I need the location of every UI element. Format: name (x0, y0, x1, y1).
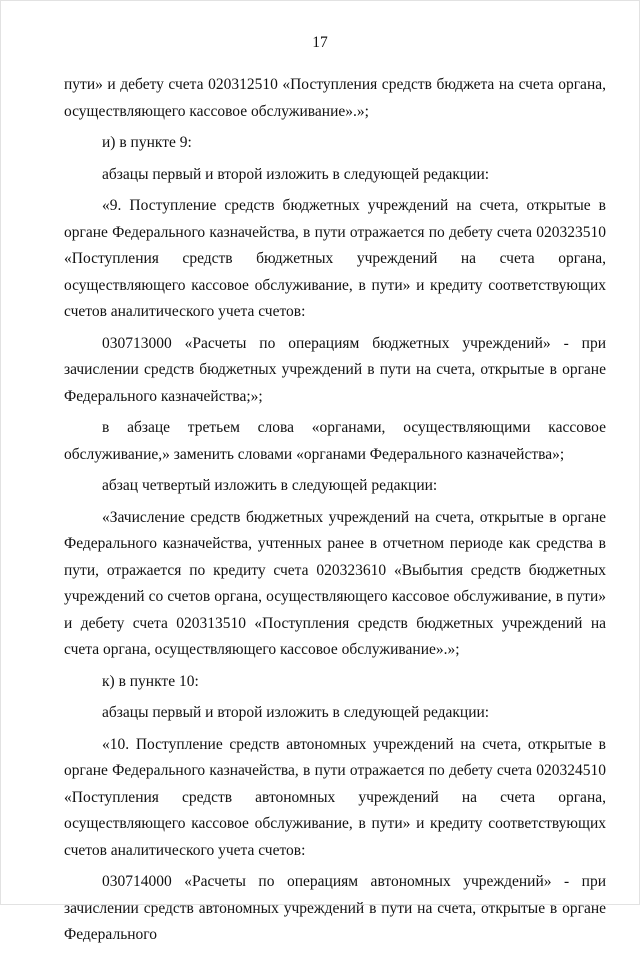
paragraph-continuation: пути» и дебету счета 020312510 «Поступления средств бюджета на счета органа, осуществляющего кассовое обслуживание».»; (64, 76, 606, 120)
paragraph-zachislenie: «Зачисление средств бюджетных учреждений на счета, открытые в органе Федерального казначейства, учтенных ранее в отчетном периоде как средства в пути, отражается по кредиту счета 020323610 «Выбытия средств бюджетных учреждений со счетов органа, осуществляющего кассовое обслуживание, в пути» и дебету счета 020313510 «Поступления средств бюджетных учреждений на счета органа, осуществляющего кассовое обслуживание».»; (64, 508, 606, 658)
paragraph-account-030713000: 030713000 «Расчеты по операциям бюджетных учреждений» - при зачислении средств бюджетных учреждений в пути на счета, открытые в органе Федерального казначейства;»; (64, 334, 606, 405)
paragraph-item-i: и) в пункте 9: (102, 134, 192, 151)
paragraph-instruction: абзац четвертый изложить в следующей редакции: (102, 477, 438, 494)
paragraph-account-030714000: 030714000 «Расчеты по операциям автономных учреждений» - при зачислении средств автономных учреждений в пути на счета, открытые в органе Федерального (64, 873, 606, 943)
document-body (64, 72, 606, 954)
paragraph-item-k: к) в пункте 10: (102, 672, 199, 690)
paragraph-instruction: абзацы первый и второй изложить в следующей редакции: (102, 165, 490, 183)
paragraph-clause-10: «10. Поступление средств автономных учреждений на счета, открытые в органе Федерального казначейства, в пути отражается по дебету счета 020324510 «Поступления средств автономных учреждений на счета органа, осуществляющего кассовое обслуживание, в пути» и кредиту соответствующих счетов аналитического учета счетов: (64, 735, 606, 859)
paragraph-instruction: абзацы первый и второй изложить в следующей редакции: (102, 704, 490, 721)
paragraph-clause-9: «9. Поступление средств бюджетных учреждений на счета, открытые в органе Федерального казначейства, в пути отражается по дебету счета 020323510 «Поступления средств бюджетных учреждений на счета органа, осуществляющего кассовое обслуживание, в пути» и кредиту соответствующих счетов аналитического учета счетов: (64, 197, 606, 320)
paragraph-third-abzats: в абзаце третьем слова «органами, осуществляющими кассовое обслуживание,» заменить словами «органами Федерального казначейства»; (64, 419, 606, 463)
page-number: 17 (312, 34, 328, 51)
